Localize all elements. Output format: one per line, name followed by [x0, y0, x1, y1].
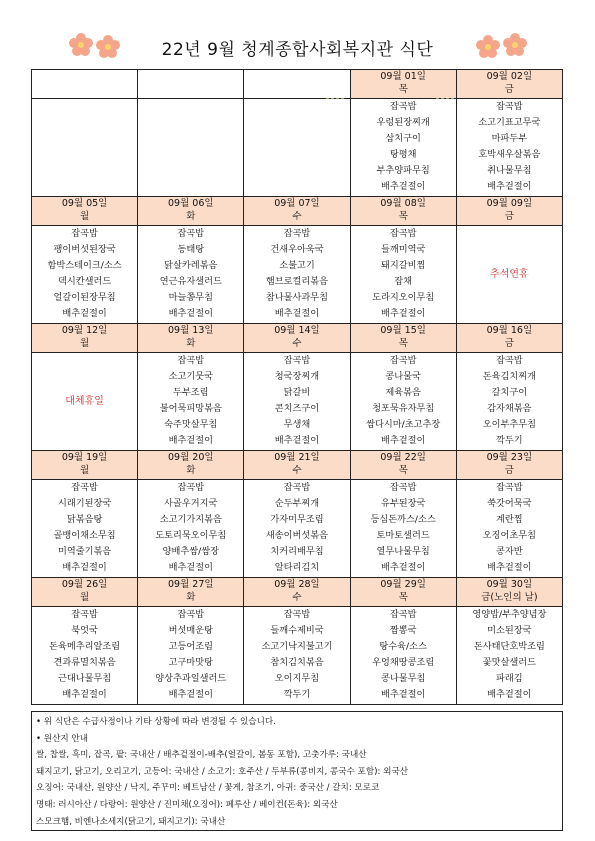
empty-cell — [32, 99, 138, 197]
menu-item: 잡곡밥 — [283, 355, 311, 366]
date-label: 09월 06일 — [168, 198, 214, 209]
date-label: 09월 14일 — [274, 325, 320, 336]
menu-cell — [350, 226, 456, 324]
empty-cell — [244, 99, 350, 197]
date-header-row — [32, 324, 563, 353]
menu-row — [32, 480, 563, 578]
date-header-cell — [244, 578, 350, 607]
menu-item: 배추겉절이 — [168, 562, 213, 574]
menu-item: 버섯매운탕 — [168, 625, 213, 637]
date-label: 09월 08일 — [380, 198, 426, 209]
menu-cell — [456, 353, 562, 451]
menu-item: 오이지무침 — [274, 673, 320, 685]
menu-item: 참나물사과무침 — [265, 292, 329, 304]
menu-item: 고등어조림 — [168, 641, 213, 653]
note-line: • 위 식단은 수급사정이나 기타 상황에 따라 변경될 수 있습니다. — [36, 717, 276, 727]
menu-cell — [32, 226, 138, 324]
menu-item: 잡곡밥 — [283, 609, 311, 620]
date-label: 09월 15일 — [380, 325, 426, 336]
menu-item: 잡곡밥 — [496, 101, 523, 112]
menu-item: 꽃맛살샐러드 — [482, 657, 536, 669]
menu-item: 마파두부 — [491, 133, 528, 145]
weekday-label: 금 — [504, 84, 514, 95]
menu-item: 콘치즈구이 — [274, 403, 320, 415]
page-title: 22년 9월 청계종합사회복지관 식단 — [161, 40, 434, 60]
menu-item: 잡곡밥 — [389, 355, 417, 366]
menu-item: 콩나물무침 — [380, 673, 426, 685]
menu-item: 열무나물무침 — [376, 546, 430, 558]
date-header-cell — [32, 451, 138, 480]
menu-item: 근대나물무침 — [57, 673, 112, 685]
weekday-label: 목 — [398, 592, 408, 603]
menu-row — [32, 99, 563, 197]
note-line: 스모크햄, 비엔나소세지(닭고기, 돼지고기): 국내산 — [36, 816, 226, 827]
menu-item: 청포묵유자무침 — [372, 403, 435, 415]
empty-cell — [138, 70, 244, 99]
weekday-label: 화 — [186, 211, 196, 222]
empty-cell — [32, 70, 138, 99]
menu-item: 제육볶음 — [385, 387, 421, 399]
menu-item: 쑥갓어묵국 — [487, 498, 532, 510]
date-header-cell — [350, 70, 456, 99]
menu-item: 미소된장국 — [487, 625, 532, 637]
menu-item: 잡곡밥 — [389, 228, 417, 239]
weekday-label: 목 — [398, 338, 408, 349]
menu-item: 배추겉절이 — [487, 689, 532, 701]
menu-item: 돈사태단호박조림 — [473, 641, 545, 653]
menu-item: 고구마맛탕 — [168, 657, 213, 669]
menu-item: 북엇국 — [71, 625, 98, 637]
menu-cell — [456, 226, 562, 324]
menu-item: 알타리김치 — [274, 562, 320, 574]
date-header-cell — [350, 578, 456, 607]
menu-item: 소고기낙지불고기 — [261, 641, 333, 653]
menu-item: 팽이버섯된장국 — [53, 244, 116, 256]
menu-item: 배추겉절이 — [487, 181, 532, 193]
menu-item: 돼지갈비찜 — [380, 260, 426, 272]
menu-cell — [32, 353, 138, 451]
menu-item: 잡곡밥 — [71, 482, 98, 493]
menu-cell — [32, 480, 138, 578]
note-line: • 원산지 안내 — [36, 733, 89, 744]
weekday-label: 수 — [292, 338, 302, 349]
menu-item: 견과류멸치볶음 — [53, 657, 116, 669]
divider — [326, 98, 344, 99]
menu-cell — [244, 480, 350, 578]
menu-cell — [350, 480, 456, 578]
menu-item: 연근유자샐러드 — [159, 276, 222, 288]
date-label: 09월 28일 — [274, 579, 320, 590]
menu-cell — [32, 607, 138, 705]
menu-item: 유부된장국 — [380, 498, 426, 510]
menu-item: 배추겉절이 — [168, 435, 213, 447]
menu-item: 닭볶음탕 — [66, 514, 103, 526]
date-header-cell — [244, 451, 350, 480]
date-header-cell — [244, 324, 350, 353]
menu-item: 잡곡밥 — [177, 228, 205, 239]
menu-item: 돈육김치찌개 — [482, 371, 536, 383]
notes-box — [31, 711, 563, 831]
weekday-label: 목 — [398, 465, 408, 476]
date-label: 09월 19일 — [61, 452, 108, 463]
date-header-cell — [350, 197, 456, 226]
menu-item: 참치김치볶음 — [270, 657, 324, 669]
menu-item: 닭갈비 — [283, 387, 311, 399]
menu-cell — [350, 99, 456, 197]
menu-item: 소고기표고무국 — [478, 117, 541, 129]
menu-item: 치커리배무침 — [270, 546, 324, 558]
date-label: 09월 07일 — [274, 198, 320, 209]
date-header-row — [32, 197, 563, 226]
menu-cell — [456, 99, 562, 197]
menu-item: 덱시칸샐러드 — [57, 276, 112, 288]
menu-item: 잡곡밥 — [177, 609, 205, 620]
date-label: 09월 27일 — [168, 579, 214, 590]
menu-cell — [244, 226, 350, 324]
date-label: 09월 30일 — [486, 579, 533, 590]
menu-item: 잡곡밥 — [496, 355, 523, 366]
menu-item: 배추겉절이 — [62, 308, 107, 320]
weekday-label: 수 — [292, 592, 302, 603]
weekday-label: 월 — [80, 211, 90, 222]
menu-item: 탕평채 — [389, 149, 417, 161]
date-label: 09월 20일 — [168, 452, 214, 463]
title-row — [0, 30, 595, 64]
menu-cell — [138, 607, 244, 705]
menu-item: 배추겉절이 — [380, 689, 426, 701]
date-header-cell — [456, 70, 562, 99]
date-label: 09월 22일 — [380, 452, 426, 463]
date-header-row — [32, 70, 563, 99]
weekday-label: 월 — [80, 592, 90, 603]
menu-item: 들깨미역국 — [380, 244, 426, 256]
menu-item: 잡곡밥 — [71, 609, 98, 620]
menu-item: 배추겉절이 — [274, 435, 320, 447]
menu-item: 우렁된장찌개 — [376, 117, 430, 129]
menu-item: 배추겉절이 — [168, 308, 213, 320]
menu-item: 부추양파무침 — [376, 165, 430, 177]
empty-cell — [138, 99, 244, 197]
weekday-label: 목 — [398, 211, 408, 222]
empty-cell — [244, 70, 350, 99]
menu-cell — [244, 607, 350, 705]
menu-cell — [138, 480, 244, 578]
weekday-label: 수 — [292, 211, 302, 222]
menu-item: 동태탕 — [177, 244, 205, 256]
menu-item: 취나물무침 — [487, 165, 532, 177]
menu-item: 파래김 — [496, 673, 523, 685]
menu-item: 건새우아욱국 — [270, 244, 324, 256]
menu-item: 시래기된장국 — [57, 498, 112, 510]
date-header-cell — [350, 451, 456, 480]
menu-row — [32, 226, 563, 324]
menu-item: 돈육메추리알조림 — [49, 641, 121, 653]
menu-item: 잡곡밥 — [283, 228, 311, 239]
date-label: 09월 29일 — [380, 579, 426, 590]
date-label: 09월 01일 — [380, 71, 426, 82]
menu-item: 불어묵피망볶음 — [159, 403, 222, 415]
menu-item: 깍두기 — [496, 435, 523, 447]
menu-item: 양상추과일샐러드 — [155, 673, 227, 685]
menu-cell — [350, 607, 456, 705]
menu-item: 미역줄기볶음 — [57, 546, 112, 558]
date-label: 09월 05일 — [61, 198, 108, 209]
menu-item: 가자미무조림 — [270, 514, 324, 526]
menu-item: 배추겉절이 — [380, 562, 426, 574]
menu-item: 사골우거지국 — [164, 498, 218, 510]
divider — [436, 98, 454, 99]
menu-cell — [138, 353, 244, 451]
weekday-label: 화 — [186, 338, 196, 349]
menu-row — [32, 353, 563, 451]
holiday-label: 대체휴일 — [65, 396, 104, 407]
menu-item: 잡곡밥 — [496, 482, 523, 493]
menu-item: 배추겉절이 — [168, 689, 213, 701]
menu-item: 깍두기 — [283, 689, 311, 701]
menu-item: 순두부찌개 — [274, 498, 320, 510]
menu-cell — [244, 353, 350, 451]
menu-item: 감자채볶음 — [487, 403, 532, 415]
menu-item: 배추겉절이 — [62, 562, 107, 574]
menu-item: 배추겉절이 — [380, 308, 426, 320]
weekday-label: 화 — [186, 465, 196, 476]
menu-item: 소고기가지볶음 — [159, 514, 222, 526]
menu-cell — [138, 226, 244, 324]
menu-item: 우엉채땅콩조림 — [372, 657, 435, 669]
note-line: 명태: 러시아산 / 다랑어: 원양산 / 진미채(오징어): 페루산 / 베이컨(돈육): 외국산 — [36, 799, 338, 810]
menu-item: 무생채 — [283, 419, 311, 431]
note-line: 쌀, 찹쌀, 흑미, 잡곡, 팥: 국내산 / 배추겉절이-배추(얼갈이, 봄동 포함), 고춧가루: 국내산 — [36, 750, 367, 761]
menu-item: 청국장찌개 — [274, 371, 320, 383]
menu-item: 토마토샐러드 — [376, 530, 430, 542]
menu-item: 햄브로컬리볶음 — [265, 276, 329, 288]
date-label: 09월 13일 — [168, 325, 214, 336]
weekday-label: 금 — [504, 211, 514, 222]
flower-icon — [502, 32, 528, 58]
date-header-cell — [138, 324, 244, 353]
date-header-cell — [456, 197, 562, 226]
menu-item: 삼치구이 — [385, 133, 421, 145]
menu-item: 갈치구이 — [491, 387, 528, 399]
menu-item: 양배추쌈/쌈장 — [162, 546, 219, 558]
date-header-row — [32, 578, 563, 607]
menu-item: 닭살카레볶음 — [164, 260, 218, 272]
menu-cell — [456, 607, 562, 705]
menu-row — [32, 607, 563, 705]
menu-item: 쌈다시마/초고추장 — [366, 419, 441, 431]
date-header-cell — [350, 324, 456, 353]
date-label: 09월 09일 — [486, 198, 533, 209]
date-header-cell — [32, 324, 138, 353]
menu-item: 짬뽕국 — [389, 625, 417, 637]
date-header-cell — [138, 578, 244, 607]
weekday-label: 금 — [504, 338, 514, 349]
date-label: 09월 02일 — [486, 71, 533, 82]
menu-item: 탕수육/소스 — [379, 641, 427, 653]
menu-item: 콩나물국 — [385, 371, 421, 383]
date-header-cell — [456, 324, 562, 353]
menu-item: 새송이버섯볶음 — [265, 530, 329, 542]
menu-item: 함박스테이크/소스 — [47, 260, 122, 272]
menu-item: 잡곡밥 — [177, 482, 205, 493]
menu-item: 영양밥/부추양념장 — [472, 609, 547, 620]
date-header-row — [32, 451, 563, 480]
menu-item: 도토리묵오이무침 — [155, 530, 227, 542]
menu-item: 오이부추무침 — [482, 419, 536, 431]
menu-item: 배추겉절이 — [380, 435, 426, 447]
menu-item: 두부조림 — [173, 387, 209, 399]
date-header-cell — [138, 197, 244, 226]
menu-item: 배추겉절이 — [380, 181, 426, 193]
menu-item: 배추겉절이 — [487, 562, 532, 574]
menu-item: 잡채 — [394, 276, 413, 288]
menu-cell — [456, 480, 562, 578]
weekday-label: 금(노인의 날) — [481, 592, 538, 603]
menu-item: 들깨수제비국 — [270, 625, 324, 637]
menu-item: 소고기뭇국 — [168, 371, 213, 383]
date-label: 09월 16일 — [486, 325, 533, 336]
menu-item: 계란찜 — [496, 514, 523, 526]
menu-item: 숙주맛살무침 — [164, 419, 218, 431]
date-label: 09월 21일 — [274, 452, 320, 463]
date-header-cell — [138, 451, 244, 480]
date-header-cell — [32, 578, 138, 607]
menu-item: 얼갈이된장무침 — [53, 292, 116, 304]
date-label: 09월 12일 — [61, 325, 108, 336]
holiday-label: 추석연휴 — [490, 269, 529, 280]
note-line: 돼지고기, 닭고기, 오리고기, 고등어: 국내산 / 소고기: 호주산 / 두부류(콩비지, 콩국수 포함): 외국산 — [36, 766, 409, 777]
weekday-label: 금 — [504, 465, 514, 476]
menu-cell — [350, 353, 456, 451]
flower-icon — [475, 34, 501, 60]
menu-item: 잡곡밥 — [283, 482, 311, 493]
menu-item: 잡곡밥 — [177, 355, 205, 366]
weekday-label: 월 — [80, 465, 90, 476]
menu-item: 등심돈까스/소스 — [370, 514, 436, 526]
menu-item: 배추겉절이 — [274, 308, 320, 320]
menu-item: 잡곡밥 — [389, 609, 417, 620]
weekday-label: 수 — [292, 465, 302, 476]
weekday-label: 월 — [80, 338, 90, 349]
menu-item: 배추겉절이 — [62, 689, 107, 701]
menu-item: 호박새우살볶음 — [478, 149, 541, 161]
weekday-label: 화 — [186, 592, 196, 603]
menu-item: 도라지오이무침 — [372, 292, 435, 304]
menu-item: 잡곡밥 — [71, 228, 98, 239]
menu-item: 콩자반 — [496, 546, 523, 558]
date-label: 09월 26일 — [61, 579, 108, 590]
menu-item: 골뱅이채소무침 — [53, 530, 116, 542]
date-header-cell — [456, 451, 562, 480]
date-header-cell — [456, 578, 562, 607]
date-header-cell — [32, 197, 138, 226]
date-label: 09월 23일 — [486, 452, 533, 463]
menu-item: 오징어초무침 — [482, 530, 536, 542]
menu-table — [31, 69, 563, 705]
weekday-label: 목 — [398, 84, 408, 95]
menu-item: 잡곡밥 — [389, 101, 417, 112]
menu-item: 소불고기 — [279, 260, 315, 272]
menu-item: 잡곡밥 — [389, 482, 417, 493]
menu-item: 마늘쫑무침 — [168, 292, 213, 304]
note-line: 오징어: 국내산, 원양산 / 낙지, 주꾸미: 베트남산 / 꽃게, 참조기, 아귀: 중국산 / 갈치: 모로코 — [36, 783, 380, 794]
date-header-cell — [244, 197, 350, 226]
